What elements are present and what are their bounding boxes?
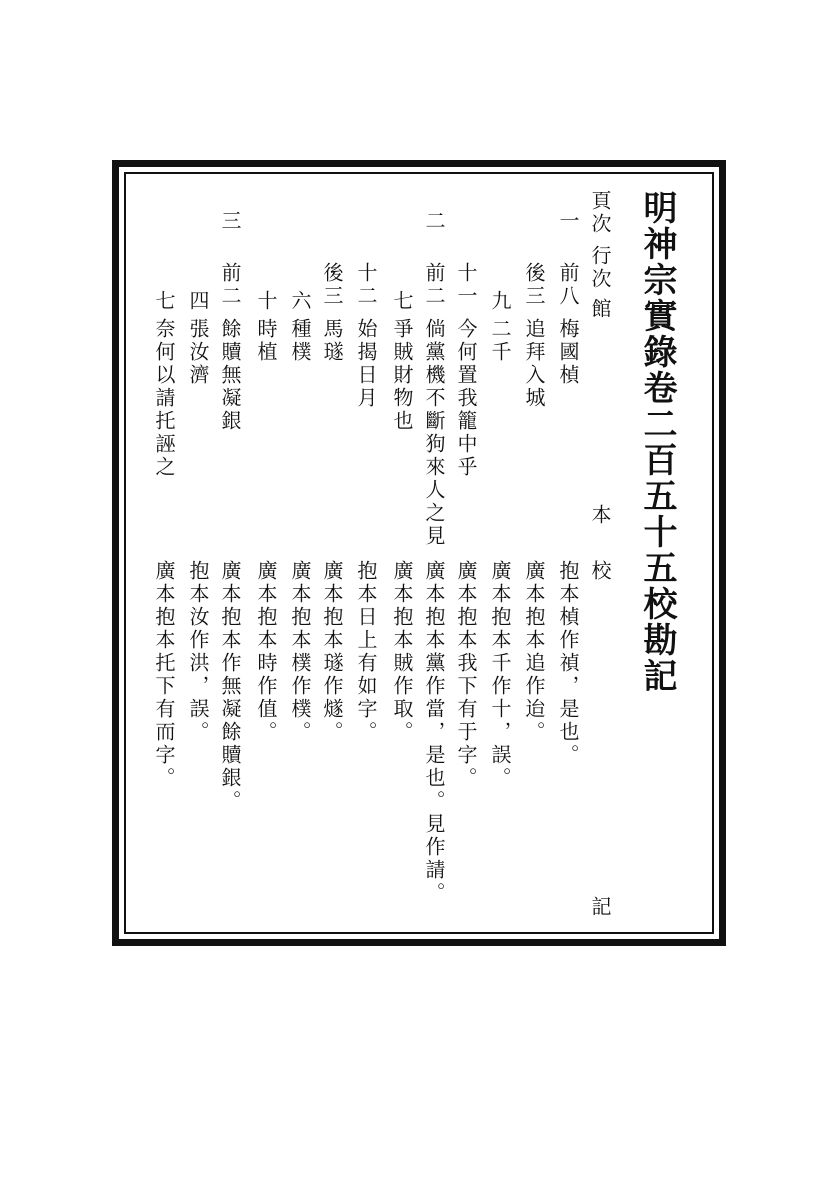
row-note: 廣本抱本追作迨。 (522, 560, 546, 744)
row-text: 倘黨機不斷狗來人之見 (422, 318, 446, 548)
row-line: 十一 (454, 262, 478, 308)
row-line: 十二 (354, 262, 378, 308)
header-museum: 館 (588, 298, 612, 321)
page-group-2: 二 (422, 210, 446, 233)
page-group-3: 三 (218, 210, 242, 233)
row-note: 抱本楨作禎，是也。 (556, 560, 580, 767)
row-note: 廣本抱本璲作燧。 (320, 560, 344, 744)
row-text: 二千 (488, 318, 512, 364)
header-jiao: 校 (588, 560, 612, 583)
row-line: 前二 (218, 262, 242, 308)
header-ji: 記 (588, 896, 612, 919)
row-note: 廣本抱本樸作樸。 (288, 560, 312, 744)
row-note: 抱本汝作洪，誤。 (186, 560, 210, 744)
row-line: 十 (254, 290, 278, 313)
row-text: 張汝濟 (186, 318, 210, 387)
row-text: 種樸 (288, 318, 312, 364)
row-line: 前八 (556, 262, 580, 308)
row-line: 七 (390, 290, 414, 313)
header-line: 行次 (588, 245, 612, 291)
row-text: 今何置我籠中乎 (454, 318, 478, 479)
page-title: 明神宗實錄卷二百五十五校勘記 (637, 190, 677, 694)
row-text: 追拜入城 (522, 318, 546, 410)
row-note: 廣本抱本托下有而字。 (152, 560, 176, 790)
row-text: 時植 (254, 318, 278, 364)
row-note: 廣本抱本千作十，誤。 (488, 560, 512, 790)
row-text: 馬璲 (320, 318, 344, 364)
row-line: 九 (488, 290, 512, 313)
row-text: 梅國楨 (556, 318, 580, 387)
row-line: 前二 (422, 262, 446, 308)
header-ben: 本 (588, 504, 612, 527)
row-line: 六 (288, 290, 312, 313)
row-text: 餘贖無凝銀 (218, 318, 242, 433)
row-line: 四 (186, 290, 210, 313)
row-note: 廣本抱本我下有于字。 (454, 560, 478, 790)
page-group-1: 一 (556, 210, 580, 233)
row-note: 廣本抱本黨作當，是也。見作請。 (422, 560, 446, 905)
row-note: 抱本日上有如字。 (354, 560, 378, 744)
row-text: 始揭日月 (354, 318, 378, 410)
header-page: 頁次 (588, 190, 612, 236)
row-text: 爭賊財物也 (390, 318, 414, 433)
inner-border (124, 172, 714, 934)
row-line: 後三 (522, 262, 546, 308)
row-note: 廣本抱本時作值。 (254, 560, 278, 744)
row-note: 廣本抱本作無凝餘贖銀。 (218, 560, 242, 813)
row-text: 奈何以請托誣之 (152, 318, 176, 479)
row-line: 後三 (320, 262, 344, 308)
row-line: 七 (152, 290, 176, 313)
row-note: 廣本抱本賊作取。 (390, 560, 414, 744)
